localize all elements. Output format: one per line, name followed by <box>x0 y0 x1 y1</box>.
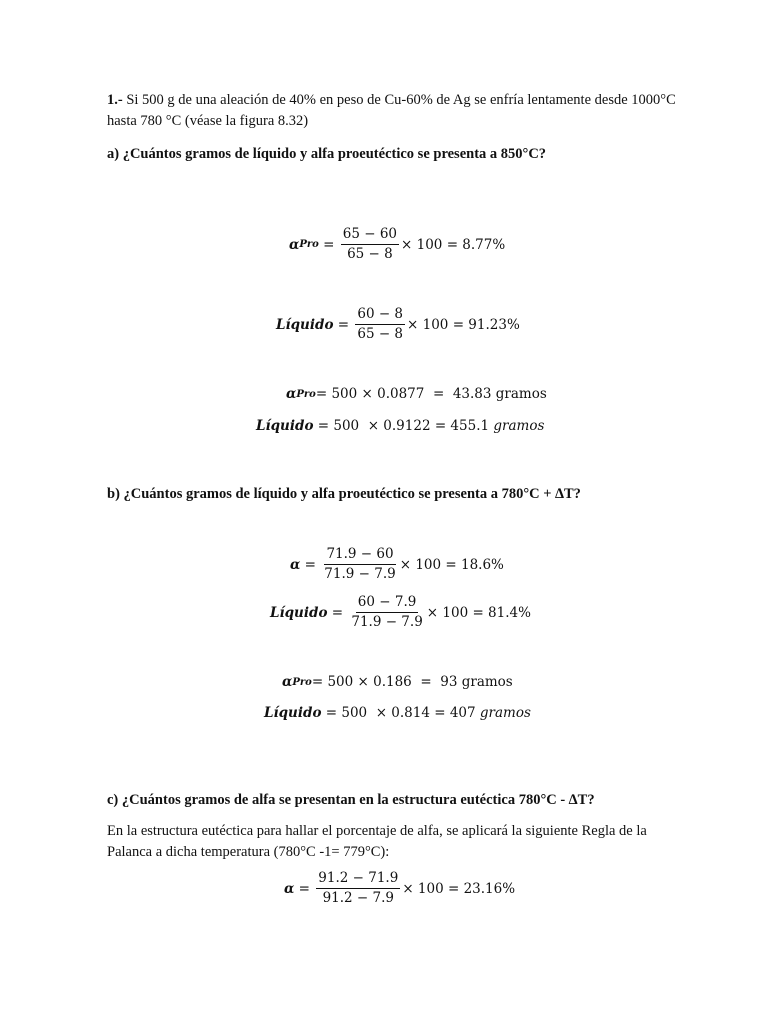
equation-c-alpha: α = $\frac{91.2 - 71.9}{91.2 - 7.9}$ × 100 = 23.16% <box>284 870 516 906</box>
paragraph-c-line-1: En la estructura eutéctica para hallar el porcentaje de alfa, se aplicará la siguiente Regla de la <box>107 823 647 839</box>
equation-a-alpha-grams: α Pro = 500 × 0.0877 = 43.83 gramos <box>286 386 547 402</box>
fraction: $\frac{71.9 - 60}{71.9 - 7.9}$ <box>324 546 396 582</box>
fraction: $\frac{60 - 8}{65 - 8}$ <box>357 306 404 342</box>
equation-b-alpha-grams: α Pro = 500 × 0.186 = 93 gramos <box>282 674 513 690</box>
equation-b-liquido: Líquido = $\frac{60 - 7.9}{71.9 - 7.9}$ × 100 = 81.4% <box>270 594 531 630</box>
problem-number: 1.- <box>107 92 123 108</box>
fraction: $\frac{91.2 - 71.9}{91.2 - 7.9}$ <box>318 870 399 906</box>
equation-b-liquido-grams: Líquido = 500 × 0.814 = 407 gramos <box>264 705 531 721</box>
question-c: c) ¿Cuántos gramos de alfa se presentan en la estructura eutéctica 780°C - ∆T? <box>107 792 595 808</box>
question-a: a) ¿Cuántos gramos de líquido y alfa proeutéctico se presenta a 850°C? <box>107 146 547 162</box>
question-b: b) ¿Cuántos gramos de líquido y alfa proeutéctico se presenta a 780°C + ∆T? <box>107 486 581 502</box>
equation-b-alpha: α = $\frac{71.9 - 60}{71.9 - 7.9}$ × 100 = 18.6% <box>290 546 504 582</box>
equation-a-liquido-grams: Líquido = 500 × 0.9122 = 455.1 gramos <box>256 418 545 434</box>
fraction: $\frac{60 - 7.9}{71.9 - 7.9}$ <box>351 594 423 630</box>
paragraph-c <box>107 821 727 863</box>
paragraph-c-line-2: Palanca a dicha temperatura (780°C -1= 779°C): <box>107 844 390 860</box>
equation-a-alpha-pro: α Pro = $\frac{65 - 60}{65 - 8}$ × 100 = 8.77% <box>289 226 506 262</box>
statement-line-1: Si 500 g de una aleación de 40% en peso de Cu-60% de Ag se enfría lentamente desde 1000°C <box>126 92 676 108</box>
fraction: $\frac{65 - 60}{65 - 8}$ <box>342 226 398 262</box>
equation-a-liquido: Líquido = $\frac{60 - 8}{65 - 8}$ × 100 = 91.23% <box>276 306 520 342</box>
problem-statement <box>107 90 727 132</box>
statement-line-2: hasta 780 °C (véase la figura 8.32) <box>107 113 309 129</box>
